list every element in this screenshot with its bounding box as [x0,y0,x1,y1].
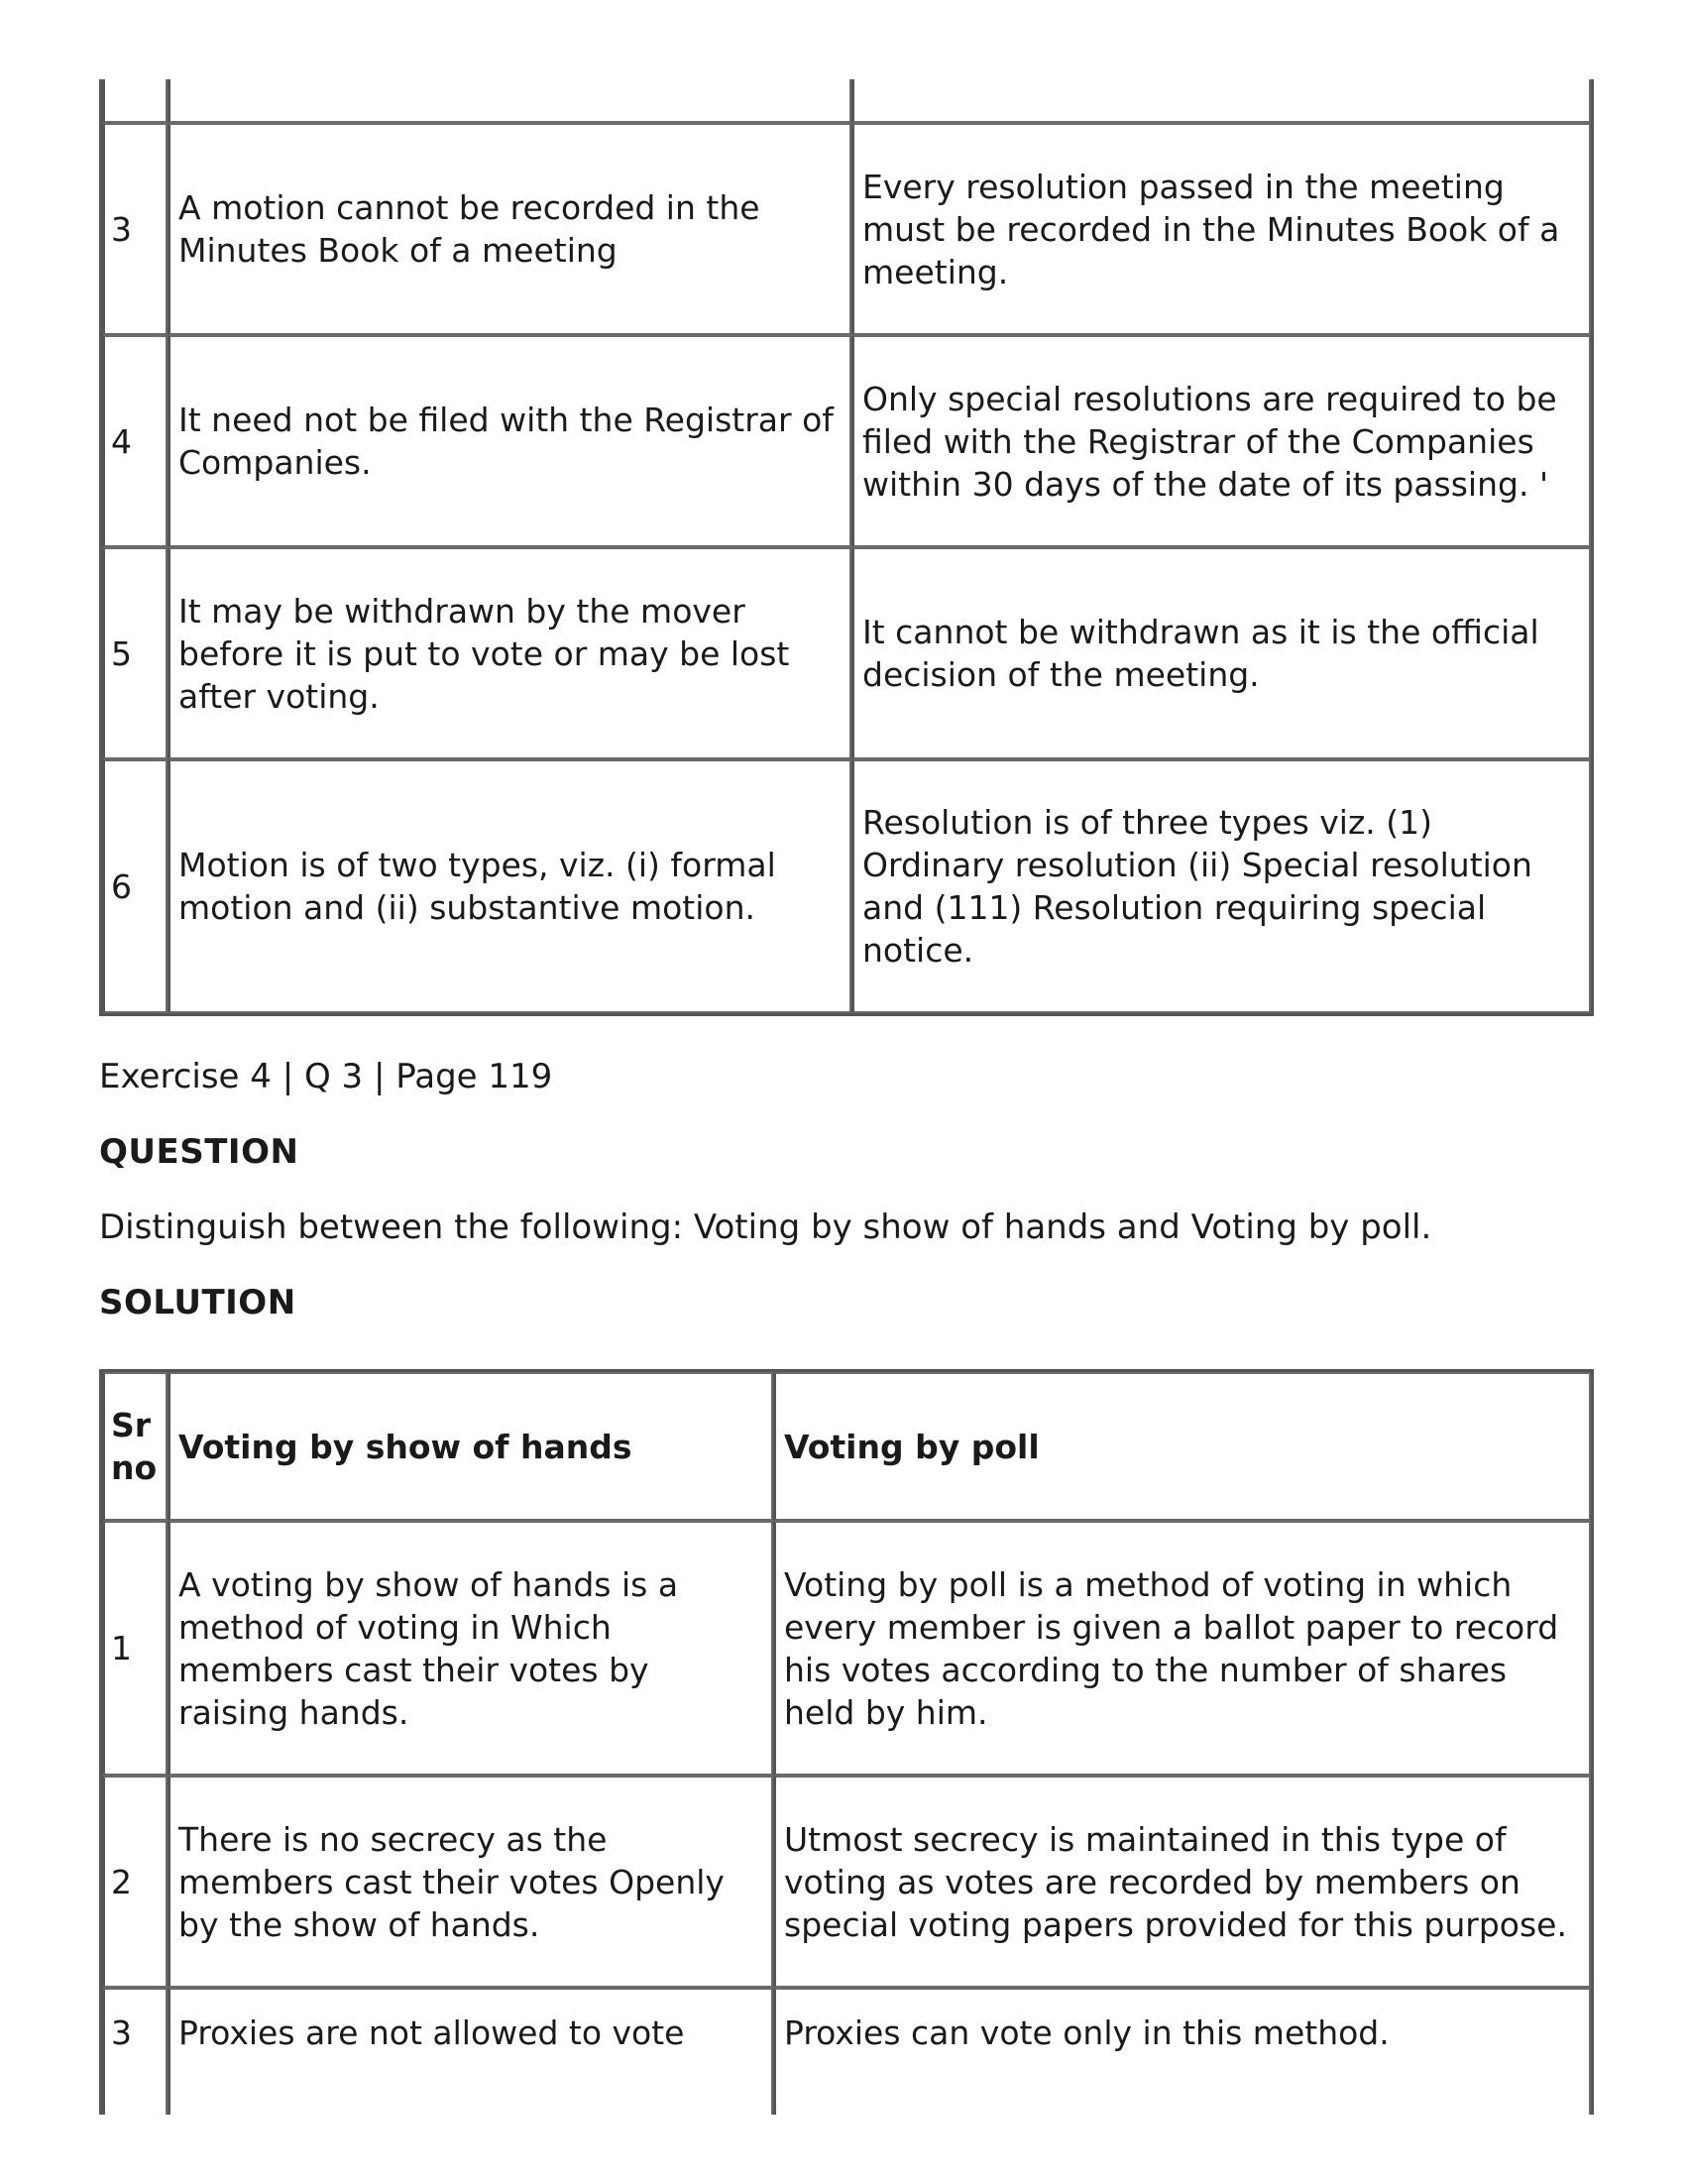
exercise-reference: Exercise 4 | Q 3 | Page 119 [99,1057,553,1096]
voting-comparison-table [99,1369,1594,2115]
header-show-of-hands: Voting by show of hands [168,1372,773,1521]
serial-number-cell: 4 [102,335,168,547]
serial-number-cell: 1 [102,1521,168,1776]
serial-number-cell: 2 [102,1776,168,1988]
poll-cell: Proxies can vote only in this method. [773,1988,1591,2115]
table-row [102,547,1591,759]
solution-heading: SOLUTION [99,1283,296,1322]
serial-number-cell: 3 [102,1988,168,2115]
table-header-row [102,1372,1591,1521]
table-row [102,1521,1591,1776]
motion-cell: A motion cannot be recorded in the Minutes Book of a meeting [168,123,851,335]
table-cell [851,79,1591,123]
serial-number-cell: 3 [102,123,168,335]
resolution-cell: It cannot be withdrawn as it is the official decision of the meeting. [851,547,1591,759]
table-row-continued [102,79,1591,123]
poll-cell: Utmost secrecy is maintained in this type of voting as votes are recorded by members on special voting papers provided for this purpose. [773,1776,1591,1988]
table-row [102,123,1591,335]
table-row [102,759,1591,1013]
question-heading: QUESTION [99,1132,299,1172]
table-row [102,1776,1591,1988]
table-cell [168,79,851,123]
resolution-cell: Only special resolutions are required to be filed with the Registrar of the Companies within 30 days of the date of its passing. ' [851,335,1591,547]
resolution-cell: Resolution is of three types viz. (1) Ordinary resolution (ii) Special resolution and (111) Resolution requiring special notice. [851,759,1591,1013]
motion-cell: Motion is of two types, viz. (i) formal motion and (ii) substantive motion. [168,759,851,1013]
poll-cell: Voting by poll is a method of voting in which every member is given a ballot paper to record his votes according to the number of shares held by him. [773,1521,1591,1776]
resolution-cell: Every resolution passed in the meeting must be recorded in the Minutes Book of a meeting. [851,123,1591,335]
table-row [102,1988,1591,2115]
motion-vs-resolution-table [99,79,1594,1016]
show-of-hands-cell: A voting by show of hands is a method of voting in Which members cast their votes by raising hands. [168,1521,773,1776]
show-of-hands-cell: Proxies are not allowed to vote [168,1988,773,2115]
table-row [102,335,1591,547]
question-text: Distinguish between the following: Voting by show of hands and Voting by poll. [99,1207,1432,1247]
motion-cell: It may be withdrawn by the mover before it is put to vote or may be lost after voting. [168,547,851,759]
serial-number-cell: 6 [102,759,168,1013]
table-cell [102,79,168,123]
header-sr-no: Sr no [102,1372,168,1521]
motion-cell: It need not be filed with the Registrar of Companies. [168,335,851,547]
header-poll: Voting by poll [773,1372,1591,1521]
serial-number-cell: 5 [102,547,168,759]
show-of-hands-cell: There is no secrecy as the members cast their votes Openly by the show of hands. [168,1776,773,1988]
